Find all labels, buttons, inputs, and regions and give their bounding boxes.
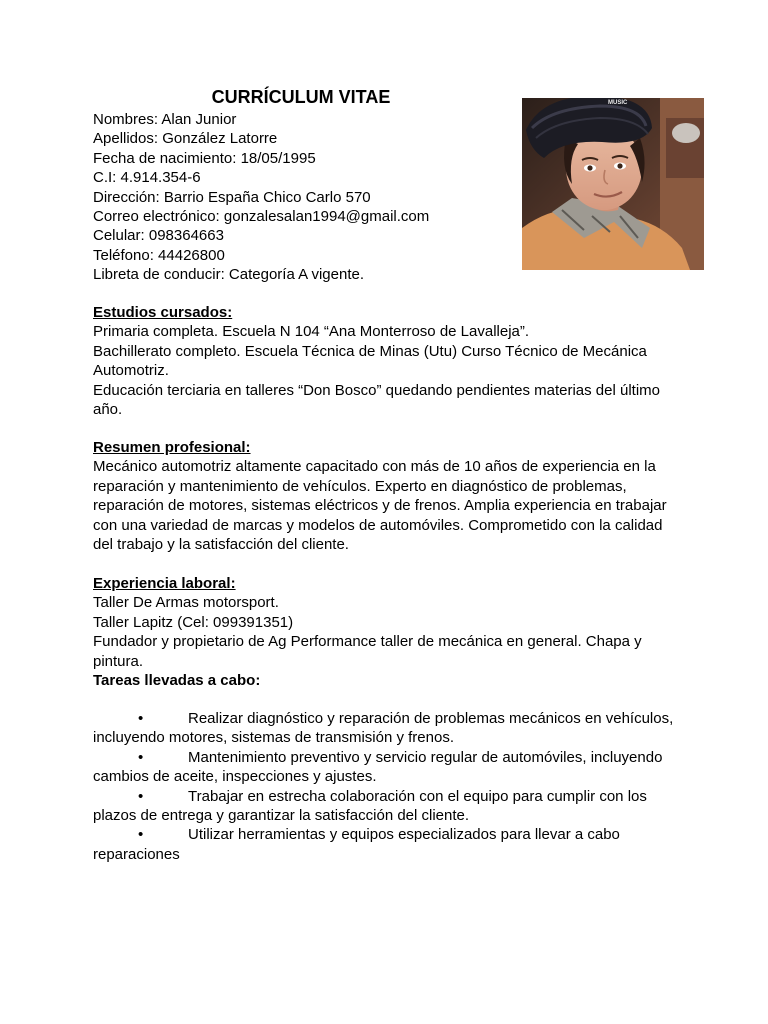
experience-section: [93, 574, 683, 690]
info-surnames: Apellidos: González Latorre: [93, 130, 278, 148]
studies-tertiary: Educación terciaria en talleres “Don Bosco” quedando pendientes materias del último año.: [93, 381, 660, 419]
info-names: Nombres: Alan Junior: [93, 111, 237, 128]
bullet: •: [138, 826, 144, 844]
studies-secondary: Bachillerato completo. Escuela Técnica de Minas (Utu) Curso Técnico de Mecánica Automotriz.: [93, 342, 647, 380]
info-mobile: Celular: 098364663: [93, 227, 224, 245]
personal-info: [93, 110, 513, 285]
studies-heading: Estudios cursados:: [93, 304, 233, 321]
experience-job-3: Fundador y propietario de Ag Performance taller de mecánica en general. Chapa y pintura.: [93, 633, 642, 670]
profile-photo-illustration: [522, 98, 704, 270]
info-phone: Teléfono: 44426800: [93, 246, 225, 264]
bullet: •: [138, 748, 144, 766]
studies-section: [93, 303, 683, 419]
info-id: C.I: 4.914.354-6: [93, 169, 201, 187]
experience-job-2: Taller Lapitz (Cel: 099391351): [93, 613, 294, 631]
list-item: • Mantenimiento preventivo y servicio regular de automóviles, incluyendo cambios de aceite, inspecciones y ajustes.: [93, 748, 663, 786]
summary-text: Mecánico automotriz altamente capacitado con más de 10 años de experiencia en la reparación y mantenimiento de vehículos. Experto en diagnóstico de problemas, reparación de motores, sistemas eléctricos y de frenos. Amplia experiencia en trabajar con una variedad de marcas y modelos de automóviles. Comprometido con la calidad del trabajo y la satisfacción del cliente.: [93, 458, 667, 554]
summary-section: [93, 438, 683, 554]
experience-heading: Experiencia laboral:: [93, 575, 236, 592]
list-item: • Trabajar en estrecha colaboración con el equipo para cumplir con los plazos de entrega y garantizar la satisfacción del cliente.: [93, 787, 647, 825]
bullet: •: [138, 710, 144, 727]
info-address: Dirección: Barrio España Chico Carlo 570: [93, 188, 371, 206]
summary-heading: Resumen profesional:: [93, 439, 251, 456]
list-item: • Utilizar herramientas y equipos especializados para llevar a cabo reparaciones: [93, 826, 620, 863]
experience-job-1: Taller De Armas motorsport.: [93, 594, 279, 612]
studies-primary: Primaria completa. Escuela N 104 “Ana Monterroso de Lavalleja”.: [93, 323, 530, 341]
info-email: Correo electrónico: gonzalesalan1994@gmail.com: [93, 208, 430, 226]
info-license: Libreta de conducir: Categoría A vigente.: [93, 266, 365, 284]
page-title: CURRÍCULUM VITAE: [211, 87, 391, 107]
cap-text: MUSIC: [608, 100, 628, 106]
info-birthdate: Fecha de nacimiento: 18/05/1995: [93, 149, 316, 167]
tasks-heading: Tareas llevadas a cabo:: [93, 672, 261, 690]
profile-photo: [522, 98, 704, 270]
bullet: •: [138, 787, 144, 805]
list-item: • Realizar diagnóstico y reparación de problemas mecánicos en vehículos, incluyendo motores, sistemas de transmisión y frenos.: [93, 710, 674, 747]
tasks-list: [93, 709, 693, 864]
